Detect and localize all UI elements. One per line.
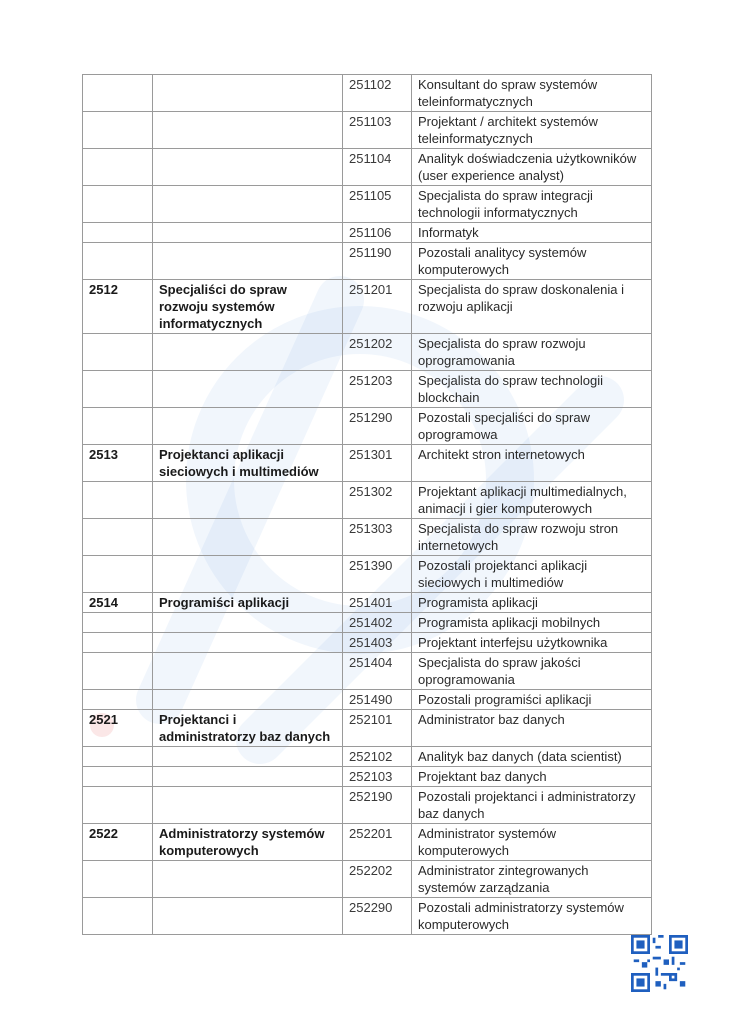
table-row <box>83 243 652 280</box>
group-name-cell <box>153 223 343 243</box>
occupation-code-cell: 251104 <box>343 149 412 186</box>
occupation-code-cell: 252103 <box>343 767 412 787</box>
occupation-code-cell: 251403 <box>343 633 412 653</box>
occupation-name-cell: Projektant aplikacji multimedialnych, animacji i gier komputerowych <box>412 482 652 519</box>
table-row <box>83 787 652 824</box>
table-row <box>83 186 652 223</box>
occupation-code-cell: 251201 <box>343 280 412 334</box>
occupation-name-cell: Projektant interfejsu użytkownika <box>412 633 652 653</box>
group-name-cell <box>153 243 343 280</box>
occupation-name-cell: Pozostali administratorzy systemów komputerowych <box>412 898 652 935</box>
occupation-name-cell: Specjalista do spraw technologii blockchain <box>412 371 652 408</box>
group-code-cell <box>83 519 153 556</box>
occupation-code-cell: 251490 <box>343 690 412 710</box>
group-code-cell <box>83 861 153 898</box>
occupation-name-cell: Projektant baz danych <box>412 767 652 787</box>
group-name-cell <box>153 690 343 710</box>
occupation-code-cell: 252202 <box>343 861 412 898</box>
occupation-name-cell: Specjalista do spraw rozwoju stron internetowych <box>412 519 652 556</box>
table-row <box>83 371 652 408</box>
occupation-name-cell: Specjalista do spraw jakości oprogramowania <box>412 653 652 690</box>
occupation-code-cell: 252201 <box>343 824 412 861</box>
group-code-cell <box>83 334 153 371</box>
table-row <box>83 334 652 371</box>
group-code-cell <box>83 653 153 690</box>
group-name-cell <box>153 861 343 898</box>
occupation-code-cell: 251203 <box>343 371 412 408</box>
table-row <box>83 653 652 690</box>
group-name-cell: Administratorzy systemów komputerowych <box>153 824 343 861</box>
group-name-cell <box>153 787 343 824</box>
group-name-cell <box>153 149 343 186</box>
group-code-cell: 2521 <box>83 710 153 747</box>
group-code-cell <box>83 690 153 710</box>
group-code-cell <box>83 371 153 408</box>
occupation-name-cell: Specjalista do spraw integracji technologii informatycznych <box>412 186 652 223</box>
occupation-name-cell: Architekt stron internetowych <box>412 445 652 482</box>
group-code-cell: 2512 <box>83 280 153 334</box>
group-code-cell <box>83 186 153 223</box>
group-code-cell <box>83 613 153 633</box>
group-code-cell <box>83 223 153 243</box>
occupation-code-cell: 251402 <box>343 613 412 633</box>
occupation-code-cell: 251301 <box>343 445 412 482</box>
occupation-code-cell: 251302 <box>343 482 412 519</box>
table-row <box>83 633 652 653</box>
occupation-code-cell: 251290 <box>343 408 412 445</box>
occupation-name-cell: Specjalista do spraw doskonalenia i rozwoju aplikacji <box>412 280 652 334</box>
table-row <box>83 898 652 935</box>
table-row <box>83 593 652 613</box>
table-row <box>83 112 652 149</box>
table-row <box>83 445 652 482</box>
group-code-cell <box>83 747 153 767</box>
group-code-cell: 2522 <box>83 824 153 861</box>
group-code-cell <box>83 556 153 593</box>
table-row <box>83 767 652 787</box>
group-code-cell: 2513 <box>83 445 153 482</box>
qr-code-icon <box>631 935 688 992</box>
occupation-name-cell: Specjalista do spraw rozwoju oprogramowania <box>412 334 652 371</box>
occupation-code-cell: 251102 <box>343 75 412 112</box>
group-code-cell <box>83 482 153 519</box>
occupation-name-cell: Analityk baz danych (data scientist) <box>412 747 652 767</box>
occupation-code-cell: 251202 <box>343 334 412 371</box>
table-row <box>83 710 652 747</box>
group-name-cell: Projektanci aplikacji sieciowych i multimediów <box>153 445 343 482</box>
group-name-cell: Projektanci i administratorzy baz danych <box>153 710 343 747</box>
occupation-name-cell: Pozostali programiści aplikacji <box>412 690 652 710</box>
group-code-cell <box>83 767 153 787</box>
group-code-cell <box>83 633 153 653</box>
table-row <box>83 223 652 243</box>
table-row <box>83 280 652 334</box>
group-name-cell <box>153 408 343 445</box>
occupation-code-cell: 251390 <box>343 556 412 593</box>
group-code-cell <box>83 243 153 280</box>
occupation-name-cell: Programista aplikacji <box>412 593 652 613</box>
occupation-name-cell: Pozostali specjaliści do spraw oprogramowa <box>412 408 652 445</box>
group-name-cell <box>153 519 343 556</box>
group-code-cell <box>83 898 153 935</box>
table-row <box>83 824 652 861</box>
occupation-code-cell: 251401 <box>343 593 412 613</box>
group-name-cell <box>153 613 343 633</box>
table-row <box>83 149 652 186</box>
table-row <box>83 613 652 633</box>
occupation-code-cell: 251190 <box>343 243 412 280</box>
occupation-name-cell: Analityk doświadczenia użytkowników (user experience analyst) <box>412 149 652 186</box>
group-name-cell <box>153 633 343 653</box>
occupation-name-cell: Administrator zintegrowanych systemów zarządzania <box>412 861 652 898</box>
table-row <box>83 556 652 593</box>
occupation-name-cell: Informatyk <box>412 223 652 243</box>
occupation-name-cell: Konsultant do spraw systemów teleinformatycznych <box>412 75 652 112</box>
group-code-cell <box>83 75 153 112</box>
occupation-name-cell: Administrator systemów komputerowych <box>412 824 652 861</box>
group-name-cell <box>153 556 343 593</box>
group-name-cell <box>153 898 343 935</box>
occupation-code-cell: 252190 <box>343 787 412 824</box>
table-row <box>83 690 652 710</box>
group-name-cell <box>153 653 343 690</box>
group-name-cell <box>153 482 343 519</box>
occupation-name-cell: Pozostali projektanci aplikacji sieciowych i multimediów <box>412 556 652 593</box>
occupation-name-cell: Projektant / architekt systemów teleinformatycznych <box>412 112 652 149</box>
group-name-cell: Programiści aplikacji <box>153 593 343 613</box>
occupation-code-cell: 252102 <box>343 747 412 767</box>
occupation-code-cell: 251103 <box>343 112 412 149</box>
occupation-code-cell: 251105 <box>343 186 412 223</box>
occupation-code-cell: 251106 <box>343 223 412 243</box>
group-code-cell <box>83 408 153 445</box>
group-code-cell <box>83 112 153 149</box>
occupation-codes-table <box>82 74 652 935</box>
table-row <box>83 482 652 519</box>
group-name-cell <box>153 371 343 408</box>
group-name-cell <box>153 186 343 223</box>
group-name-cell <box>153 75 343 112</box>
occupation-code-cell: 252101 <box>343 710 412 747</box>
occupation-name-cell: Programista aplikacji mobilnych <box>412 613 652 633</box>
occupation-name-cell: Administrator baz danych <box>412 710 652 747</box>
group-code-cell <box>83 787 153 824</box>
group-name-cell <box>153 112 343 149</box>
occupation-name-cell: Pozostali analitycy systemów komputerowych <box>412 243 652 280</box>
table-row <box>83 861 652 898</box>
occupation-name-cell: Pozostali projektanci i administratorzy baz danych <box>412 787 652 824</box>
table-row <box>83 408 652 445</box>
group-name-cell <box>153 747 343 767</box>
occupation-code-cell: 252290 <box>343 898 412 935</box>
group-name-cell <box>153 767 343 787</box>
occupation-code-cell: 251404 <box>343 653 412 690</box>
table-row <box>83 519 652 556</box>
occupation-code-cell: 251303 <box>343 519 412 556</box>
group-code-cell: 2514 <box>83 593 153 613</box>
table-row <box>83 747 652 767</box>
group-name-cell: Specjaliści do spraw rozwoju systemów informatycznych <box>153 280 343 334</box>
group-code-cell <box>83 149 153 186</box>
table-row <box>83 75 652 112</box>
group-name-cell <box>153 334 343 371</box>
